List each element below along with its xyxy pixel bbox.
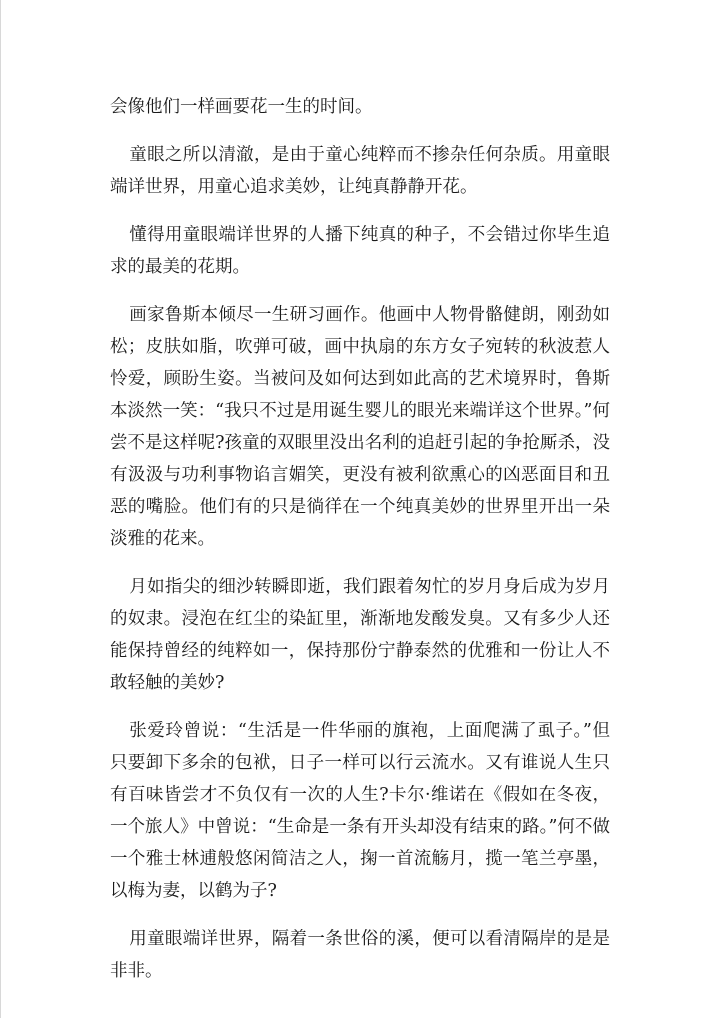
paragraph-2: 童眼之所以清澈，是由于童心纯粹而不掺杂任何杂质。用童眼端详世界，用童心追求美妙，让纯真静静开花。 — [110, 145, 610, 197]
paragraph-5: 月如指尖的细沙转瞬即逝，我们跟着匆忙的岁月身后成为岁月的奴隶。浸泡在红尘的染缸里，渐渐地发酸发臭。又有多少人还能保持曾经的纯粹如一，保持那份宁静泰然的优雅和一份让人不敢轻触的美妙? — [110, 577, 610, 693]
paragraph-6: 张爱玲曾说：“生活是一件华丽的旗袍，上面爬满了虱子。”但只要卸下多余的包袱，日子一样可以行云流水。又有谁说人生只有百味皆尝才不负仅有一次的人生?卡尔·维诺在《假如在冬夜，一个旅人》中曾说：“生命是一条有开头却没有结束的路。”何不做一个雅士林逋般悠闲简洁之人，掬一首流觞月，揽一笔兰亭墨，以梅为妻，以鹤为子? — [110, 721, 610, 901]
paragraph-3: 懂得用童眼端详世界的人播下纯真的种子，不会错过你毕生追求的最美的花期。 — [110, 225, 610, 277]
document-body — [110, 91, 610, 1003]
paragraph-7: 用童眼端详世界，隔着一条世俗的溪，便可以看清隔岸的是是非非。 — [110, 929, 610, 981]
paragraph-1: 会像他们一样画要花一生的时间。 — [110, 97, 373, 117]
paragraph-4: 画家鲁斯本倾尽一生研习画作。他画中人物骨骼健朗，刚劲如松；皮肤如脂，吹弹可破，画中执扇的东方女子宛转的秋波惹人怜爱，顾盼生姿。当被问及如何达到如此高的艺术境界时，鲁斯本淡然一笑：“我只不过是用诞生婴儿的眼光来端详这个世界。”何尝不是这样呢?孩童的双眼里没出名利的追赶引起的争抢厮杀，没有汲汲与功利事物谄言媚笑，更没有被利欲熏心的凶恶面目和丑恶的嘴脸。他们有的只是徜徉在一个纯真美妙的世界里开出一朵淡雅的花来。 — [110, 305, 610, 549]
